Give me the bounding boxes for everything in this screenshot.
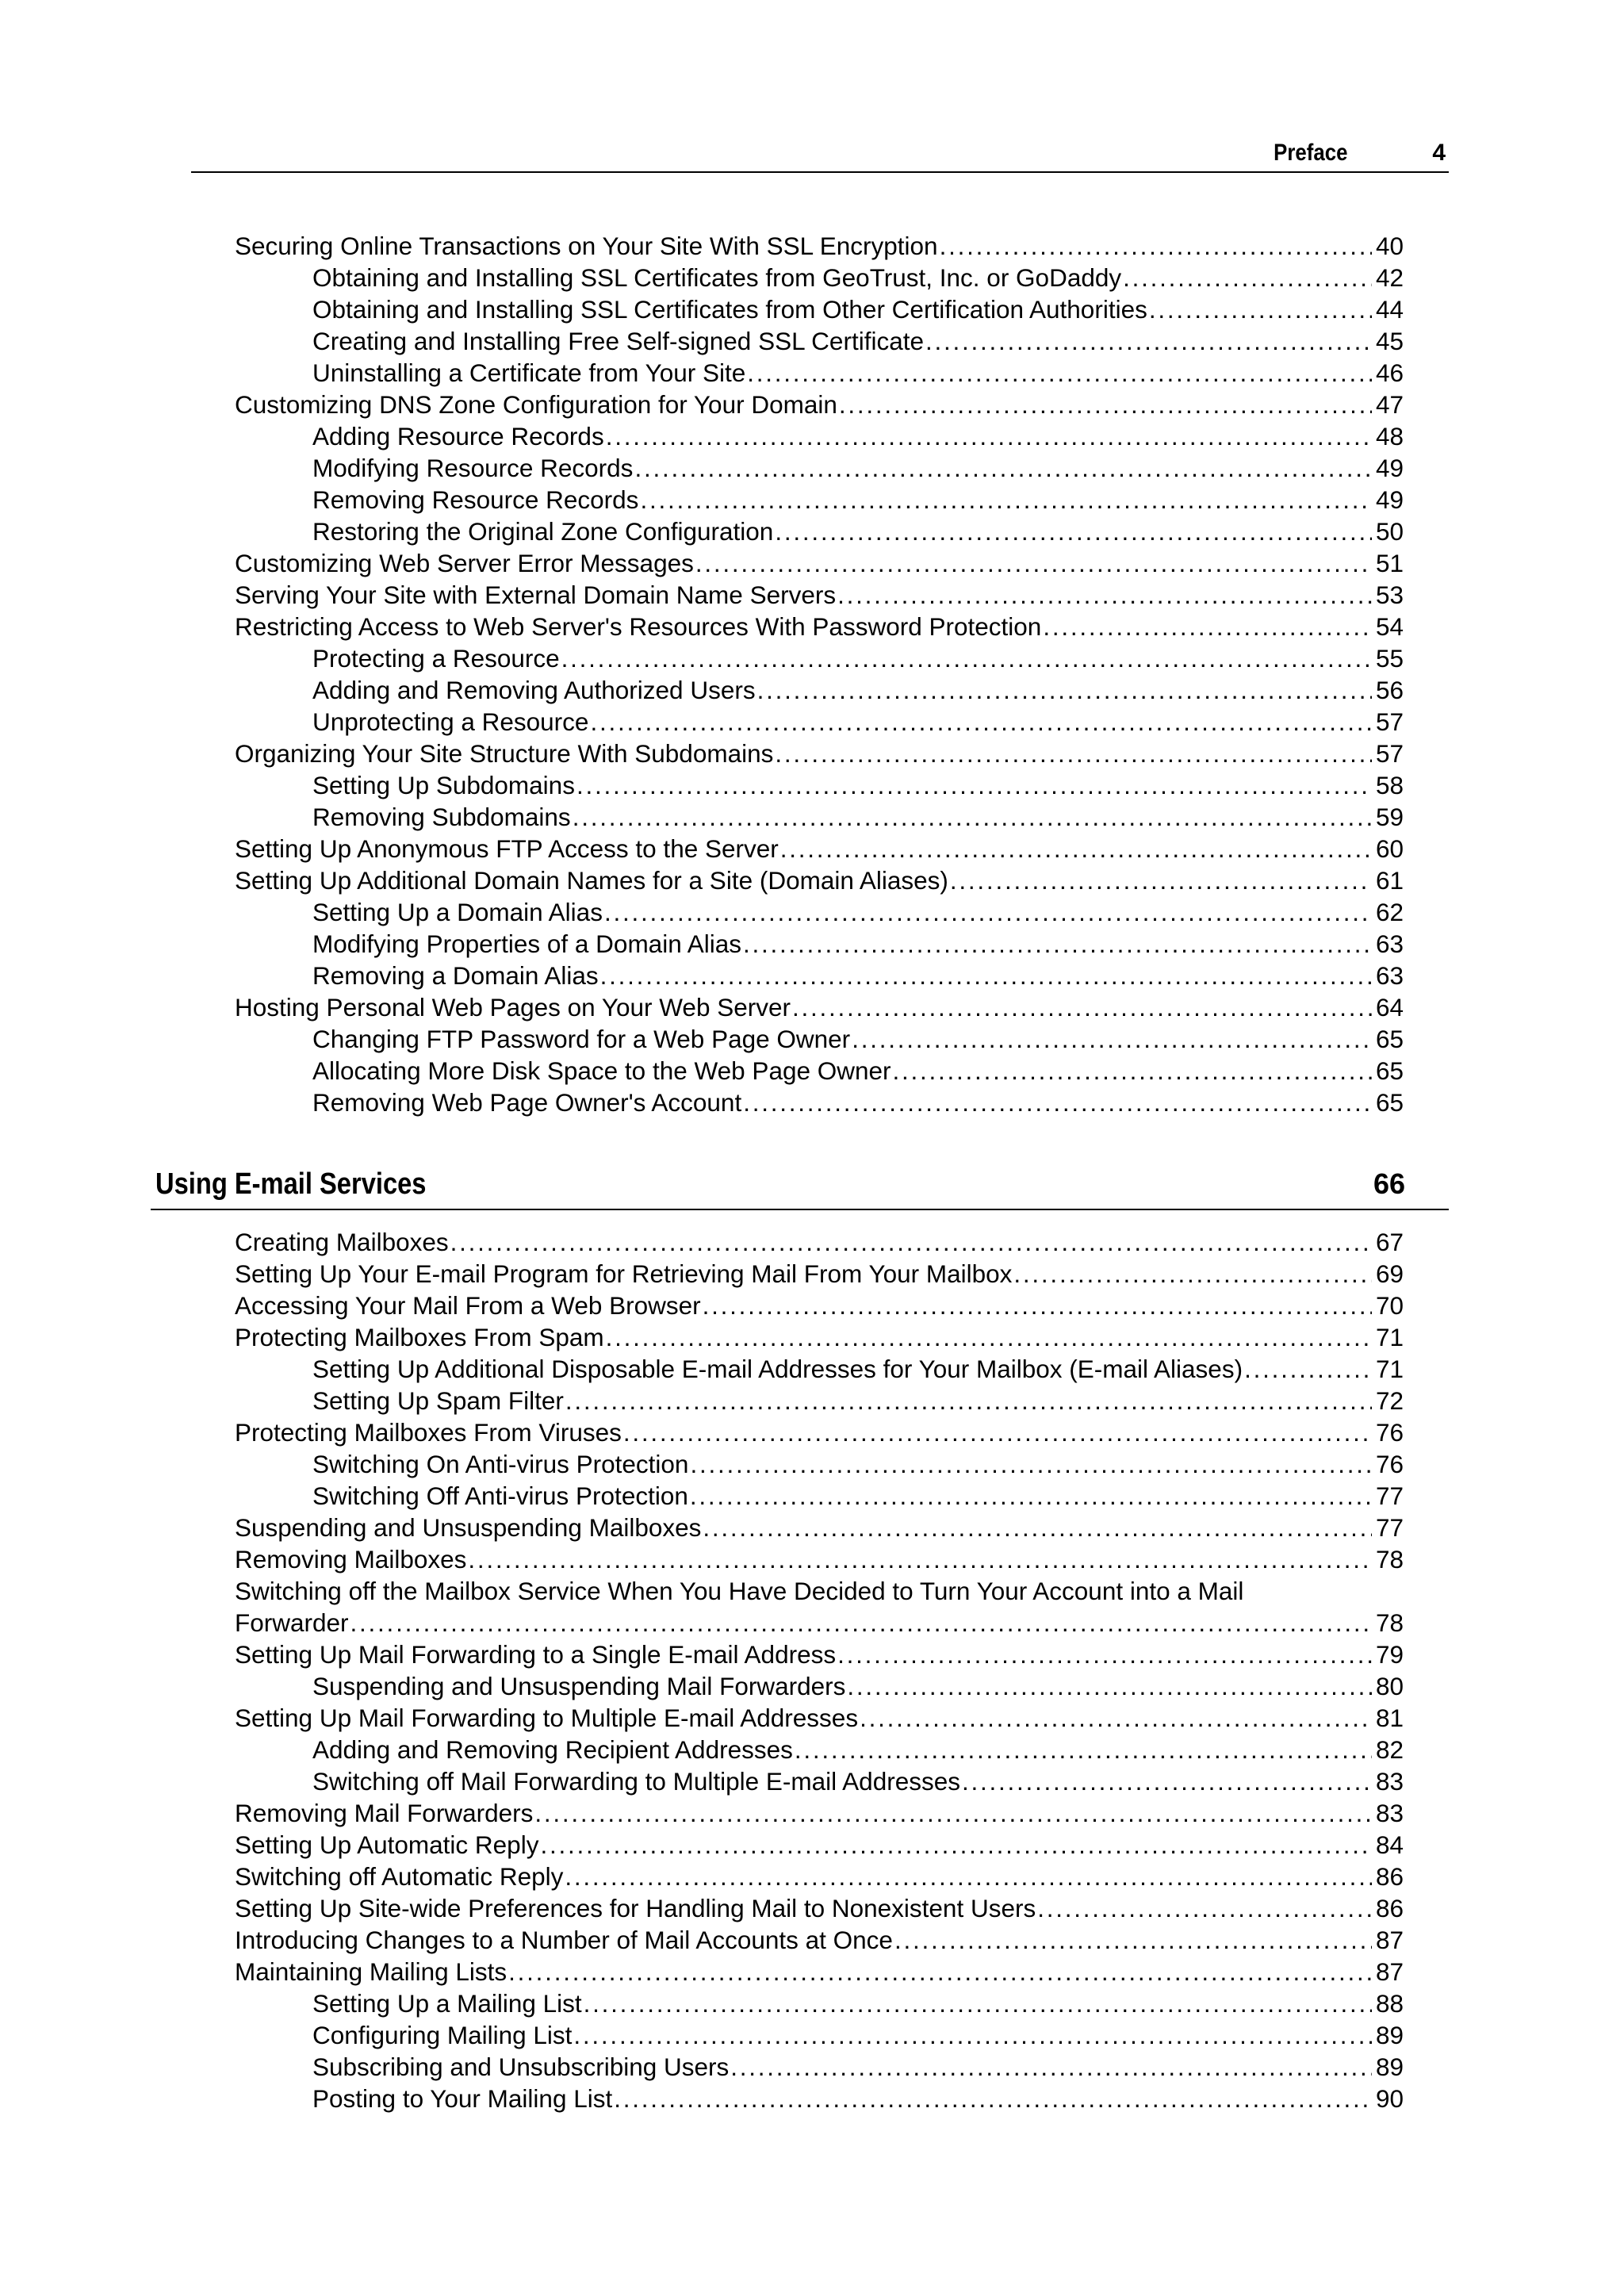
toc-entry-page: 79: [1375, 1640, 1404, 1669]
toc-entry-page: 67: [1375, 1228, 1404, 1256]
toc-leader-dots: [893, 1924, 1372, 1956]
toc-entry-page: 90: [1375, 2084, 1404, 2113]
toc-entry-title: Removing a Domain Alias: [312, 961, 599, 990]
toc-leader-dots: [1012, 1258, 1372, 1290]
toc-entry-page: 48: [1375, 422, 1404, 450]
toc-entry-title: Switching off the Mailbox Service When You Have Decided to Turn Your Account into a Mail: [235, 1577, 1244, 1605]
toc-entry[interactable]: [235, 674, 1404, 706]
toc-entry-title: Adding and Removing Recipient Addresses: [312, 1735, 793, 1764]
toc-entry[interactable]: [235, 1258, 1404, 1290]
toc-leader-dots: [845, 1670, 1372, 1702]
toc-leader-dots: [694, 547, 1372, 579]
toc-entry-page: 89: [1375, 2021, 1404, 2049]
toc-leader-dots: [599, 960, 1372, 991]
toc-leader-dots: [575, 769, 1372, 801]
toc-entry-title: Configuring Mailing List: [312, 2021, 573, 2049]
toc-entry[interactable]: [235, 1055, 1404, 1087]
toc-entry-page: 89: [1375, 2053, 1404, 2081]
toc-entry-page: 44: [1375, 295, 1404, 324]
toc-leader-dots: [1121, 262, 1372, 293]
toc-entry[interactable]: [235, 2019, 1404, 2051]
toc-entry[interactable]: [235, 1226, 1404, 1258]
toc-leader-dots: [741, 1087, 1372, 1118]
toc-leader-dots: [572, 2019, 1372, 2051]
toc-list-part1: [235, 230, 1404, 1118]
toc-entry-line2: [235, 1607, 1404, 1639]
toc-leader-dots: [612, 2083, 1372, 2114]
toc-leader-dots: [773, 738, 1372, 769]
toc-leader-dots: [850, 1023, 1372, 1055]
toc-leader-dots: [603, 896, 1372, 928]
toc-entry-page: 76: [1375, 1418, 1404, 1447]
toc-entry[interactable]: [235, 1416, 1404, 1448]
toc-leader-dots: [1243, 1353, 1372, 1385]
toc-entry-title: Setting Up Your E-mail Program for Retrieving Mail From Your Mailbox: [235, 1259, 1013, 1288]
toc-entry-title: Setting Up Subdomains: [312, 771, 575, 799]
toc-entry-page: 65: [1375, 1056, 1404, 1085]
toc-entry[interactable]: [235, 960, 1404, 991]
toc-entry-title: Hosting Personal Web Pages on Your Web Server: [235, 993, 791, 1022]
toc-entry-page: 84: [1375, 1830, 1404, 1859]
toc-leader-dots: [449, 1226, 1372, 1258]
toc-entry-title: Switching off Automatic Reply: [235, 1862, 564, 1891]
toc-entry-page: 63: [1375, 961, 1404, 990]
toc-entry-title: Uninstalling a Certificate from Your Site: [312, 358, 746, 387]
toc-entry-page: 55: [1375, 644, 1404, 673]
toc-entry[interactable]: [235, 801, 1404, 833]
toc-entry-title: Posting to Your Mailing List: [312, 2084, 613, 2113]
toc-leader-dots: [729, 2051, 1372, 2083]
toc-entry[interactable]: [235, 991, 1404, 1023]
toc-entry-title: Suspending and Unsuspending Mail Forwarders: [312, 1672, 846, 1700]
toc-entry-page: 63: [1375, 930, 1404, 958]
toc-entry-title: Setting Up a Domain Alias: [312, 898, 603, 926]
toc-entry-title: Customizing Web Server Error Messages: [235, 549, 694, 577]
toc-leader-dots: [571, 801, 1372, 833]
toc-entry-page: 51: [1375, 549, 1404, 577]
toc-entry[interactable]: [235, 928, 1404, 960]
toc-leader-dots: [701, 1290, 1372, 1321]
toc-leader-dots: [793, 1734, 1372, 1765]
toc-entry-title: Setting Up Additional Disposable E-mail Addresses for Your Mailbox (E-mail Aliases): [312, 1355, 1243, 1383]
toc-entry-title: Suspending and Unsuspending Mailboxes: [235, 1513, 702, 1542]
toc-leader-dots: [349, 1607, 1372, 1639]
toc-entry-page: 86: [1375, 1894, 1404, 1922]
toc-entry[interactable]: [235, 1734, 1404, 1765]
toc-leader-dots: [582, 1987, 1372, 2019]
toc-entry-title: Setting Up Mail Forwarding to a Single E-mail Address: [235, 1640, 837, 1669]
toc-leader-dots: [1147, 293, 1372, 325]
toc-entry[interactable]: [235, 1956, 1404, 1987]
toc-leader-dots: [837, 389, 1372, 420]
toc-entry-title: Removing Mailboxes: [235, 1545, 467, 1573]
toc-entry-title: Removing Mail Forwarders: [235, 1799, 534, 1827]
toc-entry-title: Obtaining and Installing SSL Certificates from Other Certification Authorities: [312, 295, 1147, 324]
toc-entry-title: Removing Resource Records: [312, 485, 639, 514]
toc-leader-dots: [836, 1639, 1372, 1670]
toc-leader-dots: [891, 1055, 1372, 1087]
toc-entry[interactable]: [235, 1861, 1404, 1892]
toc-entry-title: Subscribing and Unsubscribing Users: [312, 2053, 730, 2081]
toc-entry[interactable]: [235, 2083, 1404, 2114]
toc-entry[interactable]: [235, 1290, 1404, 1321]
toc-entry-page: 87: [1375, 1957, 1404, 1986]
toc-entry-page: 78: [1375, 1608, 1404, 1637]
toc-leader-dots: [604, 420, 1372, 452]
toc-entry-title: Removing Web Page Owner's Account: [312, 1088, 742, 1117]
toc-entry[interactable]: [235, 706, 1404, 738]
toc-entry-page: 82: [1375, 1735, 1404, 1764]
toc-entry-page: 65: [1375, 1025, 1404, 1053]
toc-entry-title: Maintaining Mailing Lists: [235, 1957, 508, 1986]
toc-leader-dots: [960, 1765, 1372, 1797]
toc-entry[interactable]: [235, 1087, 1404, 1118]
toc-entry-title: Organizing Your Site Structure With Subdomains: [235, 739, 774, 768]
toc-entry-page: 72: [1375, 1386, 1404, 1415]
toc-leader-dots: [588, 706, 1372, 738]
toc-entry-title: Restricting Access to Web Server's Resources With Password Protection: [235, 612, 1042, 641]
toc-leader-dots: [533, 1797, 1372, 1829]
toc-entry-title: Modifying Properties of a Domain Alias: [312, 930, 742, 958]
toc-entry-title: Setting Up Automatic Reply: [235, 1830, 539, 1859]
toc-entry-page: 62: [1375, 898, 1404, 926]
toc-entry-title: Adding and Removing Authorized Users: [312, 676, 756, 704]
toc-leader-dots: [948, 864, 1372, 896]
toc-entry-page: 40: [1375, 232, 1404, 260]
toc-leader-dots: [688, 1448, 1372, 1480]
toc-entry[interactable]: [235, 738, 1404, 769]
toc-entry-title: Setting Up Anonymous FTP Access to the Server: [235, 834, 779, 863]
toc-entry-title: Setting Up Additional Domain Names for a Site (Domain Aliases): [235, 866, 948, 895]
toc-entry[interactable]: [235, 1892, 1404, 1924]
toc-entry[interactable]: [235, 1829, 1404, 1861]
toc-entry-title: Adding Resource Records: [312, 422, 604, 450]
toc-entry-page: 56: [1375, 676, 1404, 704]
toc-entry[interactable]: [235, 1702, 1404, 1734]
header-page-number: 4: [1432, 140, 1446, 166]
toc-entry[interactable]: [235, 547, 1404, 579]
toc-entry-page: 59: [1375, 803, 1404, 831]
toc-leader-dots: [938, 230, 1372, 262]
toc-leader-dots: [638, 484, 1372, 516]
toc-entry-page: 54: [1375, 612, 1404, 641]
toc-leader-dots: [622, 1416, 1372, 1448]
toc-entry-page: 65: [1375, 1088, 1404, 1117]
toc-entry-page: 49: [1375, 485, 1404, 514]
toc-entry[interactable]: [235, 642, 1404, 674]
toc-entry[interactable]: [235, 1575, 1404, 1639]
toc-entry-page: 77: [1375, 1481, 1404, 1510]
toc-entry[interactable]: [235, 864, 1404, 896]
toc-entry[interactable]: [235, 833, 1404, 864]
toc-entry[interactable]: [235, 262, 1404, 293]
toc-entry-page: 46: [1375, 358, 1404, 387]
toc-entry[interactable]: [235, 516, 1404, 547]
toc-entry-title: Securing Online Transactions on Your Site With SSL Encryption: [235, 232, 938, 260]
toc-entry-page: 47: [1375, 390, 1404, 419]
toc-entry-page: 88: [1375, 1989, 1404, 2018]
toc-entry-title: Switching On Anti-virus Protection: [312, 1450, 689, 1478]
toc-entry-page: 71: [1375, 1355, 1404, 1383]
toc-entry-title: Switching off Mail Forwarding to Multiple E-mail Addresses: [312, 1767, 961, 1796]
toc-entry[interactable]: [235, 1448, 1404, 1480]
toc-entry-page: 42: [1375, 263, 1404, 292]
toc-leader-dots: [924, 325, 1372, 357]
toc-entry-title: Creating and Installing Free Self-signed SSL Certificate: [312, 327, 924, 355]
toc-entry[interactable]: [235, 1353, 1404, 1385]
running-header: [191, 136, 1449, 173]
toc-entry-title: Protecting a Resource: [312, 644, 560, 673]
chapter-heading: [151, 1164, 1449, 1210]
toc-entry[interactable]: [235, 1512, 1404, 1543]
toc-entry-page: 60: [1375, 834, 1404, 863]
toc-entry-page: 61: [1375, 866, 1404, 895]
toc-entry-page: 71: [1375, 1323, 1404, 1351]
toc-entry-page: 57: [1375, 739, 1404, 768]
header-section-title: Preface: [1273, 140, 1347, 166]
toc-entry-title: Introducing Changes to a Number of Mail Accounts at Once: [235, 1926, 893, 1954]
toc-entry-title: Setting Up Site-wide Preferences for Handling Mail to Nonexistent Users: [235, 1894, 1036, 1922]
toc-entry-page: 64: [1375, 993, 1404, 1022]
toc-entry-title: Unprotecting a Resource: [312, 707, 589, 736]
toc-leader-dots: [745, 357, 1372, 389]
toc-entry-page: 76: [1375, 1450, 1404, 1478]
toc-entry-page: 83: [1375, 1767, 1404, 1796]
toc-entry-title: Serving Your Site with External Domain Name Servers: [235, 581, 837, 609]
toc-entry-title: Allocating More Disk Space to the Web Page Owner: [312, 1056, 891, 1085]
toc-entry-title: Accessing Your Mail From a Web Browser: [235, 1291, 701, 1320]
toc-entry-title: Setting Up Mail Forwarding to Multiple E-mail Addresses: [235, 1704, 859, 1732]
toc-leader-dots: [633, 452, 1372, 484]
toc-entry[interactable]: [235, 1639, 1404, 1670]
toc-leader-dots: [563, 1861, 1372, 1892]
toc-list-part2: [235, 1226, 1404, 2114]
toc-entry-page: 80: [1375, 1672, 1404, 1700]
toc-leader-dots: [538, 1829, 1372, 1861]
toc-leader-dots: [688, 1480, 1372, 1512]
toc-entry-page: 83: [1375, 1799, 1404, 1827]
toc-entry-page: 81: [1375, 1704, 1404, 1732]
toc-leader-dots: [773, 516, 1372, 547]
toc-entry[interactable]: [235, 420, 1404, 452]
toc-entry[interactable]: [235, 293, 1404, 325]
toc-entry[interactable]: [235, 1924, 1404, 1956]
toc-entry-title: Protecting Mailboxes From Spam: [235, 1323, 604, 1351]
toc-leader-dots: [466, 1543, 1372, 1575]
toc-entry-page: 49: [1375, 454, 1404, 482]
toc-entry[interactable]: [235, 2051, 1404, 2083]
toc-entry-title: Changing FTP Password for a Web Page Owner: [312, 1025, 851, 1053]
toc-entry-page: 53: [1375, 581, 1404, 609]
toc-leader-dots: [560, 642, 1372, 674]
toc-entry-title: Setting Up a Mailing List: [312, 1989, 582, 2018]
toc-entry[interactable]: [235, 452, 1404, 484]
toc-entry[interactable]: [235, 1321, 1404, 1353]
chapter-page-number: 66: [1373, 1167, 1405, 1200]
toc-leader-dots: [1041, 611, 1372, 642]
toc-entry[interactable]: [235, 389, 1404, 420]
toc-leader-dots: [791, 991, 1372, 1023]
toc-entry[interactable]: [235, 611, 1404, 642]
toc-entry-title: Switching Off Anti-virus Protection: [312, 1481, 688, 1510]
toc-entry-page: 70: [1375, 1291, 1404, 1320]
toc-entry[interactable]: [235, 579, 1404, 611]
toc-entry-page: 45: [1375, 327, 1404, 355]
toc-entry[interactable]: [235, 896, 1404, 928]
toc-entry-title: Creating Mailboxes: [235, 1228, 449, 1256]
toc-entry-page: 69: [1375, 1259, 1404, 1288]
toc-entry[interactable]: [235, 1023, 1404, 1055]
toc-entry[interactable]: [235, 1385, 1404, 1416]
toc-entry-page: 57: [1375, 707, 1404, 736]
toc-entry-page: 86: [1375, 1862, 1404, 1891]
toc-entry-page: 50: [1375, 517, 1404, 546]
toc-entry-title: Removing Subdomains: [312, 803, 571, 831]
toc-entry[interactable]: [235, 357, 1404, 389]
toc-leader-dots: [564, 1385, 1372, 1416]
toc-entry-page: 78: [1375, 1545, 1404, 1573]
toc-leader-dots: [858, 1702, 1372, 1734]
toc-entry[interactable]: [235, 1480, 1404, 1512]
toc-entry[interactable]: [235, 484, 1404, 516]
toc-leader-dots: [1036, 1892, 1372, 1924]
toc-entry-title: Protecting Mailboxes From Viruses: [235, 1418, 622, 1447]
toc-entry[interactable]: [235, 1987, 1404, 2019]
toc-leader-dots: [756, 674, 1372, 706]
toc-leader-dots: [604, 1321, 1372, 1353]
toc-entry-title: Setting Up Spam Filter: [312, 1386, 564, 1415]
toc-entry-title: Modifying Resource Records: [312, 454, 634, 482]
toc-entry[interactable]: [235, 1543, 1404, 1575]
toc-leader-dots: [836, 579, 1372, 611]
toc-entry-title: Restoring the Original Zone Configuration: [312, 517, 774, 546]
toc-leader-dots: [701, 1512, 1372, 1543]
toc-entry[interactable]: [235, 1670, 1404, 1702]
toc-leader-dots: [779, 833, 1372, 864]
toc-entry-title-cont: Forwarder: [235, 1608, 349, 1637]
toc-leader-dots: [507, 1956, 1372, 1987]
chapter-title: Using E-mail Services: [155, 1167, 427, 1201]
toc-entry[interactable]: [235, 230, 1404, 262]
toc-entry-title: Customizing DNS Zone Configuration for Your Domain: [235, 390, 837, 419]
toc-entry-page: 77: [1375, 1513, 1404, 1542]
toc-entry-page: 87: [1375, 1926, 1404, 1954]
toc-entry[interactable]: [235, 325, 1404, 357]
toc-leader-dots: [741, 928, 1372, 960]
toc-entry[interactable]: [235, 1765, 1404, 1797]
toc-entry-title: Obtaining and Installing SSL Certificates from GeoTrust, Inc. or GoDaddy: [312, 263, 1122, 292]
toc-entry-page: 58: [1375, 771, 1404, 799]
toc-entry[interactable]: [235, 769, 1404, 801]
toc-entry[interactable]: [235, 1797, 1404, 1829]
